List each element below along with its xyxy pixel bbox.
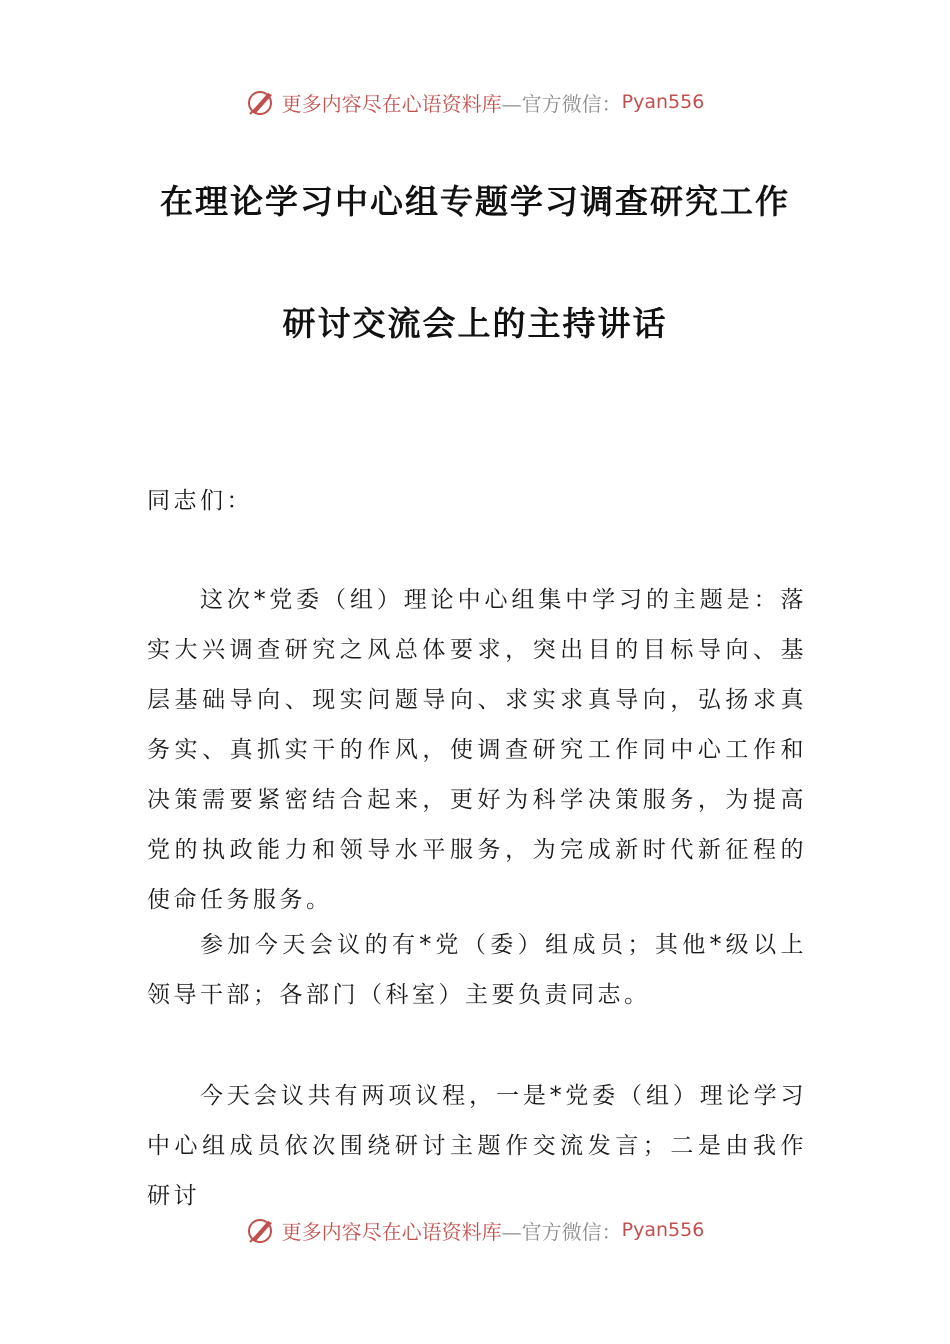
watermark-text: 更多内容尽在心语资料库 [281,1219,502,1244]
watermark-wechat-id: Pyan556 [621,1219,705,1241]
pen-logo-icon [246,1215,276,1245]
footer-watermark [0,1210,950,1250]
document-title-line-1: 在理论学习中心组专题学习调查研究工作 [160,182,790,221]
pen-logo-icon [246,87,276,117]
watermark-text: 更多内容尽在心语资料库 [281,91,502,116]
header-watermark [0,82,950,122]
watermark-separator: —官方微信： [501,1219,622,1244]
paragraph-3: 今天会议共有两项议程，一是*党委（组）理论学习中心组成员依次围绕研讨主题作交流发言；二是由我作研讨 [147,1083,807,1209]
document-title-line-2: 研讨交流会上的主持讲话 [282,304,668,343]
watermark-wechat-id: Pyan556 [621,91,705,113]
salutation: 同志们： [147,488,253,514]
paragraph-1: 这次*党委（组）理论中心组集中学习的主题是：落实大兴调查研究之风总体要求，突出目的目标导向、基层基础导向、现实问题导向、求实求真导向，弘扬求真务实、真抓实干的作风，使调查研究工作同中心工作和决策需要紧密结合起来，更好为科学决策服务，为提高党的执政能力和领导水平服务，为完成新时代新征程的使命任务服务。 [147,587,807,913]
paragraph-2: 参加今天会议的有*党（委）组成员；其他*级以上领导干部；各部门（科室）主要负责同志。 [147,932,807,1008]
watermark-separator: —官方微信： [501,91,622,116]
